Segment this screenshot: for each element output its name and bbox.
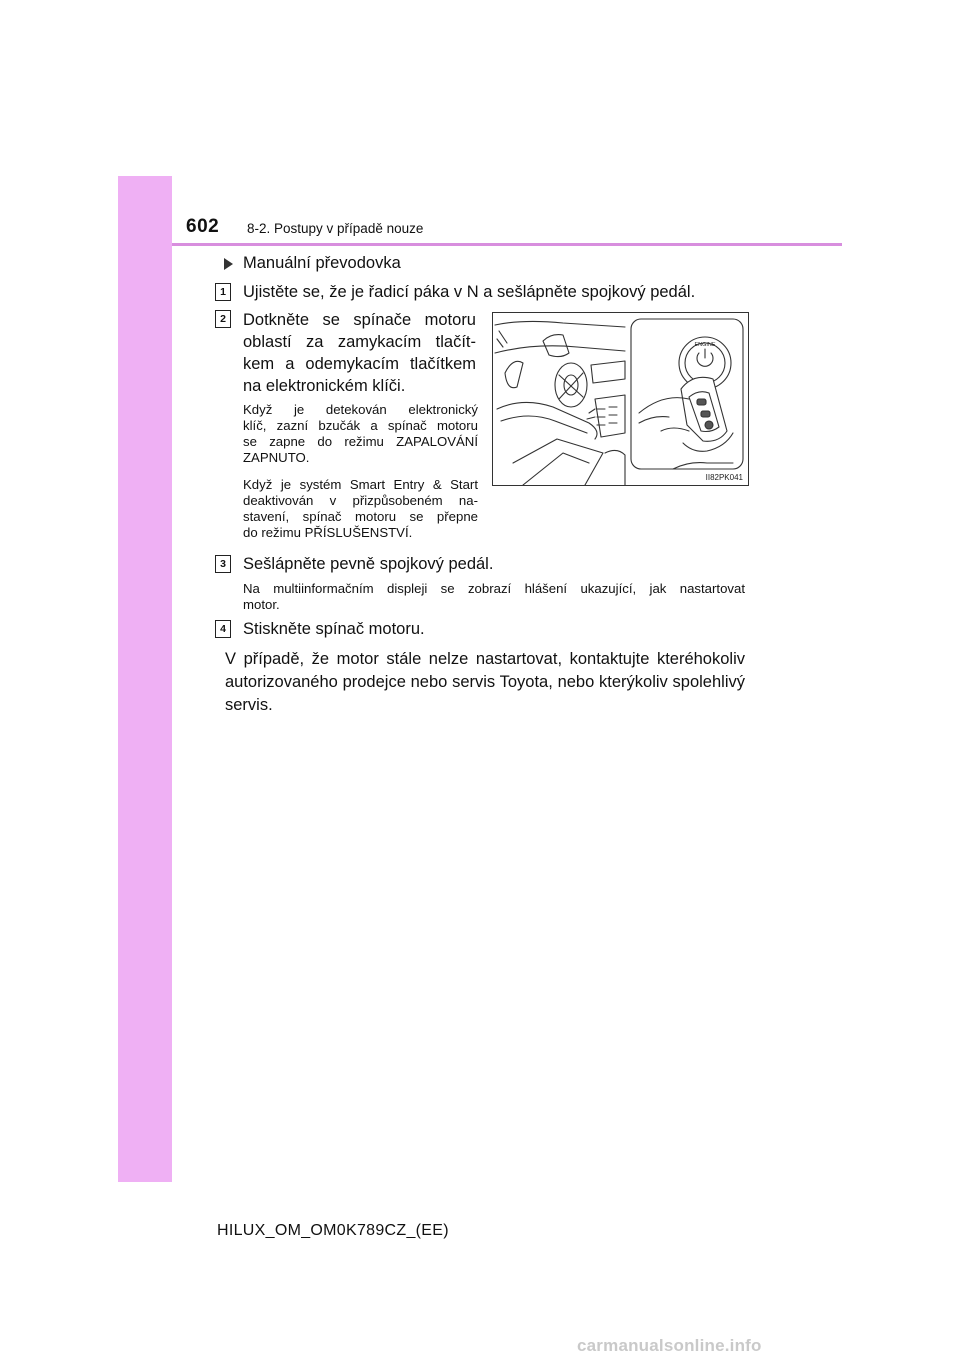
triangle-bullet-icon [224, 258, 233, 270]
step-2-note-1: Když je detekován elektronický klíč, zazní bzučák a spínač motoru se zapne do režimu ZAPALOVÁNÍ ZAPNUTO. [243, 402, 478, 465]
subheading [224, 254, 401, 273]
section-tab-sidebar [118, 176, 172, 1182]
step-4-text: Stiskněte spínač motoru. [243, 620, 425, 638]
step-3-text: Sešlápněte pevně spojkový pedál. [243, 555, 494, 573]
section-title: 8-2. Postupy v případě nouze [247, 221, 424, 236]
engine-button-label: ENGINE [694, 342, 716, 348]
closing-paragraph: V případě, že motor stále nelze nastartovat, kontaktujte kteréhokoliv autorizovaného prodejce nebo servis Toyota, nebo kterýkoliv spolehlivý servis. [225, 650, 745, 714]
step-number-2: 2 [215, 310, 231, 328]
figure-code: II82PK041 [705, 473, 743, 482]
engine-switch-illustration [492, 312, 749, 486]
step-number-1: 1 [215, 283, 231, 301]
page-number: 602 [186, 216, 220, 237]
step-2-note-2: Když je systém Smart Entry & Start deaktivován v přizpůsobeném na- stavení, spínač motoru se přepne do režimu PŘÍSLUŠENSTVÍ. [243, 477, 478, 540]
watermark: carmanualsonline.info [577, 1336, 762, 1355]
step-number-4: 4 [215, 620, 231, 638]
step-number-3: 3 [215, 555, 231, 573]
step-1-text: Ujistěte se, že je řadicí páka v N a sešlápněte spojkový pedál. [243, 283, 696, 301]
step-2-text: Dotkněte se spínače motoru oblastí za zamykacím tlačít- kem a odemykacím tlačítkem na elektronickém klíči. [243, 311, 476, 395]
subheading-text: Manuální převodovka [243, 254, 401, 272]
footer-document-code: HILUX_OM_OM0K789CZ_(EE) [217, 1222, 449, 1239]
header-divider [172, 243, 842, 246]
illustration-drawing [493, 313, 749, 486]
step-3-note: Na multiinformačním displeji se zobrazí hlášení ukazující, jak nastartovat motor. [243, 581, 745, 612]
